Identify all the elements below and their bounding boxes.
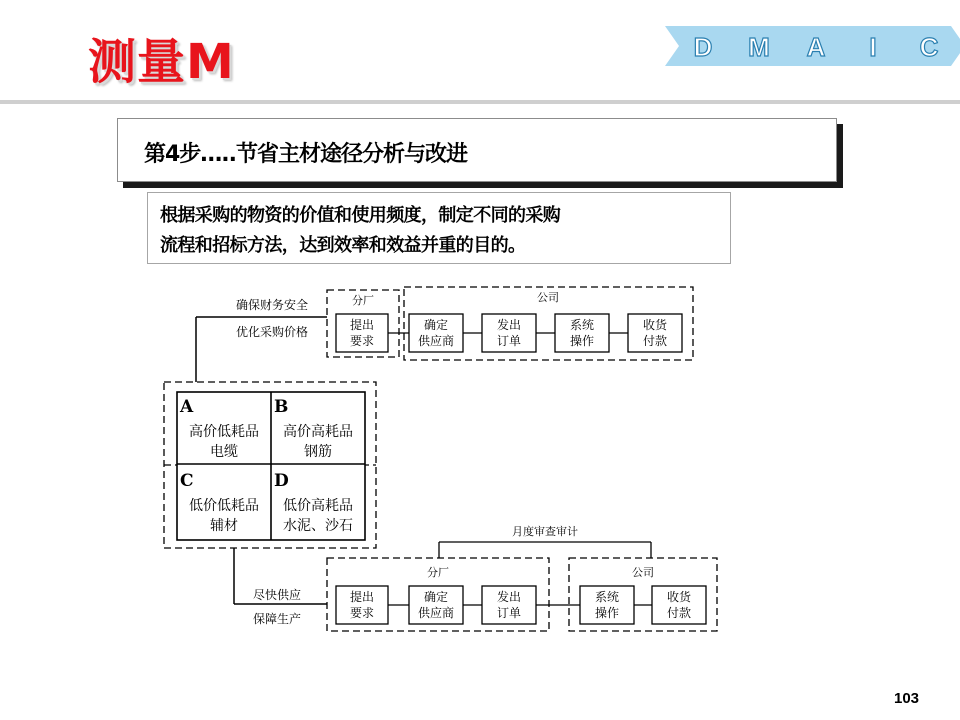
matrix-c-line1: 低价低耗品 [189, 498, 259, 514]
top-flow [196, 287, 693, 382]
matrix-c-letter: C [180, 471, 194, 491]
description-line-2: 流程和招标方法，达到效率和效益并重的目的。 [160, 235, 526, 256]
top-group-branch-label: 分厂 [352, 294, 374, 307]
top-group-company-label: 公司 [537, 291, 559, 304]
svg-text:操作: 操作 [569, 334, 595, 348]
matrix-d-line1: 低价高耗品 [283, 498, 353, 514]
svg-text:提出: 提出 [349, 590, 375, 604]
matrix-d-line2: 水泥、沙石 [283, 518, 353, 534]
matrix-a-line1: 高价低耗品 [189, 424, 259, 440]
dmaic-letter-a: A [806, 32, 826, 62]
matrix-a-letter: A [180, 397, 194, 417]
bottom-label-1: 尽快供应 [253, 588, 302, 602]
svg-text:确定: 确定 [423, 318, 449, 332]
svg-text:订单: 订单 [496, 334, 522, 348]
matrix-c-line2: 辅材 [210, 518, 238, 534]
svg-text:付款: 付款 [642, 334, 668, 348]
bottom-group-company-label: 公司 [632, 566, 654, 579]
bottom-group-branch-label: 分厂 [427, 566, 449, 579]
svg-text:订单: 订单 [496, 606, 522, 620]
svg-text:供应商: 供应商 [417, 334, 455, 348]
description-line-1: 根据采购的物资的价值和使用频度，制定不同的采购 [160, 205, 561, 226]
svg-text:供应商: 供应商 [417, 606, 455, 620]
svg-text:收货: 收货 [642, 318, 668, 332]
page-number: 103 [894, 690, 920, 707]
bottom-label-2: 保障生产 [253, 612, 302, 626]
matrix-d-letter: D [274, 471, 289, 491]
top-label-2: 优化采购价格 [236, 325, 309, 339]
svg-text:要求: 要求 [349, 334, 375, 348]
svg-text:发出: 发出 [496, 590, 522, 604]
svg-text:提出: 提出 [349, 318, 375, 332]
dmaic-letter-i: I [869, 32, 877, 62]
dmaic-letter-d: D [693, 32, 713, 62]
page-title: 测量M [88, 34, 235, 90]
matrix-b-line2: 钢筋 [304, 444, 332, 460]
matrix-a-line2: 电缆 [210, 444, 238, 460]
svg-text:付款: 付款 [666, 606, 692, 620]
step-heading: 第4步…..节省主材途径分析与改进 [144, 142, 468, 167]
top-label-1: 确保财务安全 [236, 298, 309, 312]
matrix-b-line1: 高价高耗品 [283, 424, 353, 440]
svg-text:确定: 确定 [423, 590, 449, 604]
matrix-b-letter: B [274, 397, 289, 417]
dmaic-letter-m: M [748, 32, 770, 62]
svg-text:操作: 操作 [594, 606, 620, 620]
svg-text:收货: 收货 [666, 590, 692, 604]
svg-text:系统: 系统 [594, 590, 620, 604]
svg-text:要求: 要求 [349, 606, 375, 620]
audit-label: 月度审查审计 [512, 525, 578, 538]
svg-text:系统: 系统 [569, 318, 595, 332]
dmaic-letter-c: C [919, 32, 939, 62]
svg-text:发出: 发出 [496, 318, 522, 332]
abcd-matrix [164, 382, 376, 548]
